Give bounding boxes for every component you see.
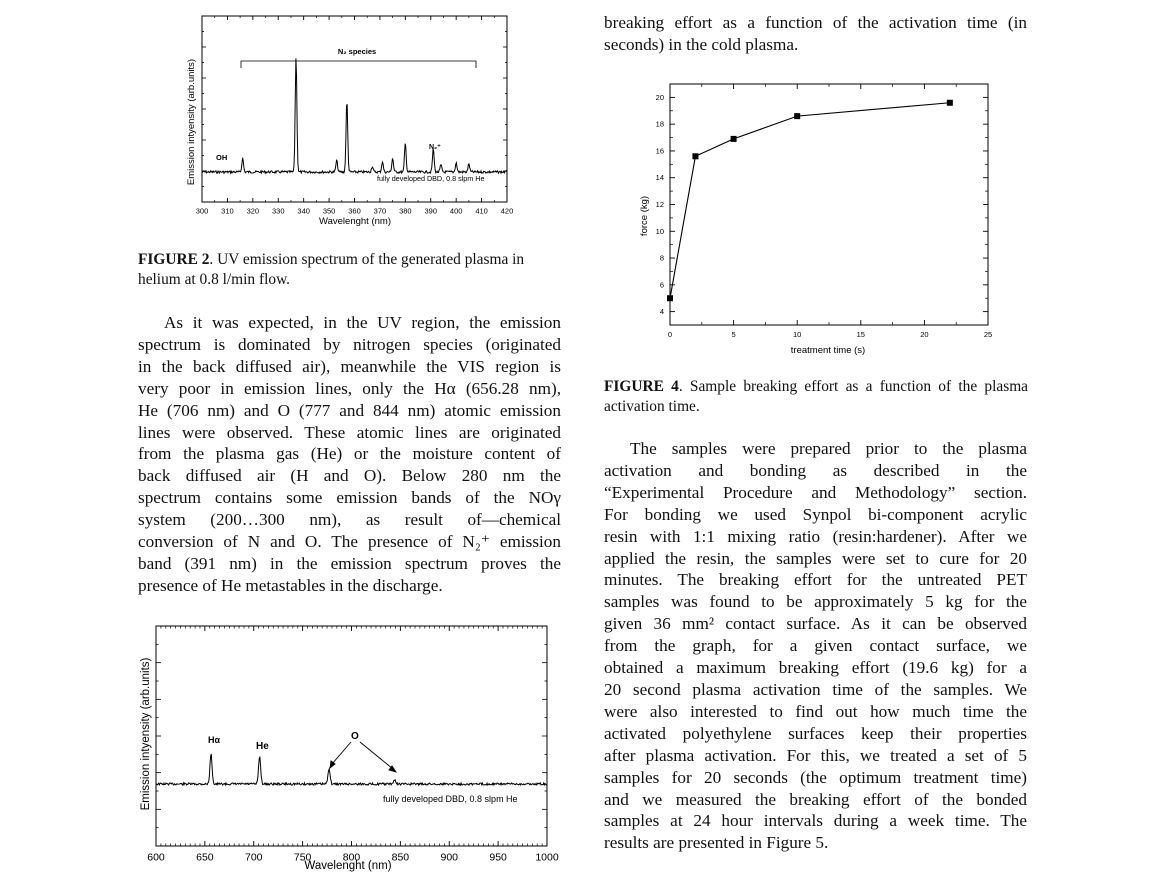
fig2-species-bracket xyxy=(241,61,476,68)
fig2-xtick-label: 370 xyxy=(373,206,387,216)
fig3-xtick-label: 850 xyxy=(391,851,410,864)
right-line: minutes. The breaking effort for the untreated PET xyxy=(604,570,1027,590)
right-line: samples was found to be approximately 5 kg for the xyxy=(604,592,1027,612)
right-line: from the graph, for a given contact surface, we xyxy=(604,636,1027,656)
right-line: applied the resin, the samples were set to cure for 20 xyxy=(604,548,1027,568)
right-line: and we measured the breaking effort of the bonded xyxy=(604,789,1027,809)
left-line: presence of He metastables in the discharge. xyxy=(138,575,443,595)
figure-2-uv-spectrum-chart xyxy=(180,12,530,230)
fig2-xtick-label: 320 xyxy=(246,206,260,216)
left-line: lines were observed. These atomic lines are originated xyxy=(138,422,561,442)
fig4-xtick-label: 15 xyxy=(856,330,865,339)
figure-4-force-chart xyxy=(630,80,1005,362)
fig4-ytick-label: 4 xyxy=(659,307,664,317)
fig2-n2plus-label: N₂⁺ xyxy=(429,144,441,151)
right-top-line: seconds) in the cold plasma. xyxy=(604,34,799,54)
fig3-xlabel: Wavelenght (nm) xyxy=(304,860,392,872)
fig4-xtick-label: 0 xyxy=(667,330,673,339)
fig2-xtick-label: 350 xyxy=(322,206,336,216)
fig3-o-label: O xyxy=(351,731,359,742)
right-line: The samples were prepared prior to the plasma xyxy=(630,439,1027,458)
fig2-xtick-label: 310 xyxy=(221,206,234,216)
left-body-paragraph xyxy=(138,312,561,597)
fig4-xlabel: treatment time (s) xyxy=(790,345,866,356)
left-line: very poor in emission lines, only the Hα (656.28 nm), xyxy=(138,378,561,398)
fig3-xtick-label: 900 xyxy=(440,851,459,864)
fig3-spectrum-line xyxy=(156,754,547,785)
fig4-data-point xyxy=(794,113,800,119)
fig3-legend: fully developed DBD, 0.8 slpm He xyxy=(383,794,518,804)
fig3-halpha-label: Hα xyxy=(208,735,221,745)
fig3-xtick-label: 600 xyxy=(147,851,165,864)
figure-2-caption-label: FIGURE 2 xyxy=(138,251,210,268)
fig2-legend: fully developed DBD, 0.8 slpm He xyxy=(377,174,485,183)
fig4-data-point xyxy=(947,100,953,106)
fig4-ytick-label: 6 xyxy=(659,280,664,290)
left-line: band (391 nm) in the emission spectrum proves the xyxy=(138,553,561,573)
fig4-ytick-label: 14 xyxy=(655,173,664,183)
fig4-xtick-label: 5 xyxy=(731,330,736,339)
fig4-data-point xyxy=(667,295,673,301)
fig4-ytick-label: 18 xyxy=(655,119,664,129)
fig4-ytick-label: 12 xyxy=(655,200,664,209)
right-top-line: breaking effort as a function of the activation time (in xyxy=(604,13,1027,32)
right-line: activation and bonding as described in the xyxy=(604,460,1027,480)
fig2-xlabel: Wavelenght (nm) xyxy=(319,216,391,227)
fig2-xtick-label: 390 xyxy=(424,206,438,216)
right-line: 20 second plasma activation time of the samples. We xyxy=(604,679,1027,699)
fig2-xtick-label: 300 xyxy=(195,206,209,216)
left-line: conversion of N and O. The presence of N₂⁺ emission xyxy=(138,532,561,552)
figure-2-caption xyxy=(138,250,563,289)
right-line: given 36 mm² contact surface. As it can be observed xyxy=(604,614,1027,634)
right-body-paragraph xyxy=(604,438,1027,854)
right-line: after plasma activation. For this, we treated a set of 5 xyxy=(604,745,1027,765)
fig3-xtick-label: 750 xyxy=(293,851,312,864)
figure-4-caption xyxy=(604,377,1028,416)
fig4-ytick-label: 16 xyxy=(655,146,664,156)
fig4-plot-frame xyxy=(670,84,988,325)
fig4-data-point xyxy=(692,153,698,159)
fig3-xtick-label: 800 xyxy=(342,851,361,864)
fig2-xtick-label: 380 xyxy=(399,206,412,216)
right-line: “Experimental Procedure and Methodology” section. xyxy=(604,482,1027,502)
fig2-xtick-label: 340 xyxy=(297,206,310,216)
left-line: As it was expected, in the UV region, the emission xyxy=(164,313,561,332)
right-line: For bonding we used Synpol bi-component acrylic xyxy=(604,504,1027,524)
figure-4-caption-label: FIGURE 4 xyxy=(604,378,679,395)
left-line: spectrum contains some emission bands of the NOγ xyxy=(138,488,561,508)
right-top-paragraph xyxy=(604,12,1027,56)
fig2-xtick-label: 420 xyxy=(500,206,514,216)
fig2-xtick-label: 410 xyxy=(475,206,488,216)
fig2-oh-label: OH xyxy=(216,153,228,162)
fig3-ylabel: Emission intyensity (arb.units) xyxy=(140,657,152,811)
fig3-xtick-label: 950 xyxy=(489,851,507,864)
fig4-xtick-label: 25 xyxy=(983,330,993,339)
fig4-xtick-label: 20 xyxy=(920,330,929,339)
fig2-species-label: N₂ species xyxy=(337,47,377,56)
left-line: from the plasma gas (He) or the moisture content of xyxy=(138,444,561,464)
fig2-xtick-label: 330 xyxy=(271,206,285,216)
right-line: results are presented in Figure 5. xyxy=(604,833,829,853)
left-line: spectrum is dominated by nitrogen species (originated xyxy=(138,334,561,354)
left-line: He (706 nm) and O (777 and 844 nm) atomic emission xyxy=(138,400,561,420)
fig4-data-point xyxy=(731,136,737,142)
fig4-ytick-label: 8 xyxy=(659,253,664,263)
fig4-series-line xyxy=(670,103,950,298)
fig4-ytick-label: 20 xyxy=(655,92,664,102)
fig4-ylabel: force (kg) xyxy=(639,195,650,237)
fig3-xtick-label: 700 xyxy=(244,851,263,864)
right-line: were also interested to find out how much time the xyxy=(604,701,1027,721)
left-line: in the back diffused air), meanwhile the VIS region is xyxy=(138,356,561,376)
figure-4-caption-text: . Sample breaking effort as a function of the plasma activation time. xyxy=(604,378,1028,415)
fig4-xtick-label: 10 xyxy=(793,330,802,339)
fig4-ytick-label: 10 xyxy=(655,226,664,236)
figure-2-caption-text: . UV emission spectrum of the generated plasma in helium at 0.8 l/min flow. xyxy=(138,251,525,288)
fig3-xtick-label: 1000 xyxy=(535,851,559,864)
left-line: system (200…300 nm), as result of—chemical xyxy=(138,510,561,530)
fig2-spectrum-line xyxy=(202,58,507,173)
right-line: samples at 24 hour intervals during a week time. The xyxy=(604,811,1027,831)
right-line: obtained a maximum breaking effort (19.6 kg) for a xyxy=(604,658,1027,678)
figure-3-vis-spectrum-chart xyxy=(134,622,574,876)
fig2-xtick-label: 400 xyxy=(449,206,463,216)
left-line: back diffused air (H and O). Below 280 nm the xyxy=(138,466,561,486)
right-line: resin with 1:1 mixing ratio (resin:hardener). After we xyxy=(604,526,1027,546)
fig2-ylabel: Emission intyensity (arb.units) xyxy=(186,58,197,186)
right-line: samples for 20 seconds (the optimum treatment time) xyxy=(604,767,1027,787)
fig3-o-arrows xyxy=(330,742,396,772)
fig2-xtick-label: 360 xyxy=(348,206,361,216)
right-line: activated polyethylene surfaces keep their properties xyxy=(604,723,1027,743)
fig3-he-label: He xyxy=(256,741,269,752)
fig3-xtick-label: 650 xyxy=(196,851,214,864)
